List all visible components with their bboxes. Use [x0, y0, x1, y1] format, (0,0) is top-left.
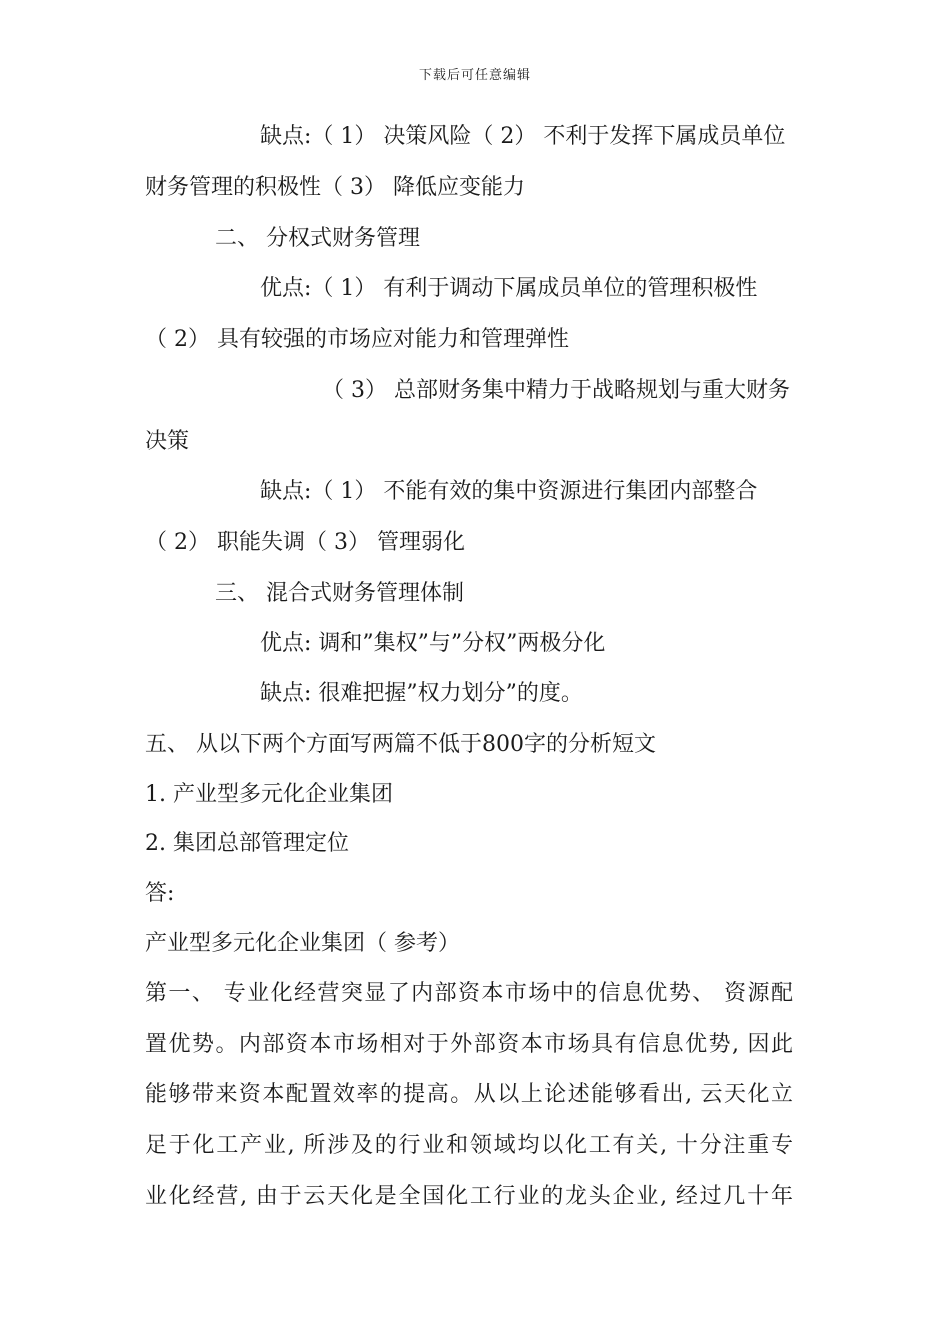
paragraph-line-4: 足于化工产业, 所涉及的行业和领域均以化工有关, 十分注重专	[145, 1133, 793, 1158]
text-line-11: 优点: 调和”集权”与”分权”两极分化	[260, 631, 606, 656]
section-heading-five: 五、 从以下两个方面写两篇不低于800字的分析短文	[145, 732, 656, 757]
text-line-8: 缺点:（ 1） 不能有效的集中资源进行集团内部整合	[260, 479, 758, 504]
text-line-5: （ 2） 具有较强的市场应对能力和管理弹性	[145, 327, 569, 352]
section-heading-decentralized: 二、 分权式财务管理	[215, 226, 420, 251]
paragraph-line-2: 置优势。内部资本市场相对于外部资本市场具有信息优势, 因此	[145, 1032, 793, 1057]
paragraph-line-3: 能够带来资本配置效率的提高。从以上论述能够看出, 云天化立	[145, 1082, 793, 1107]
section-heading-mixed: 三、 混合式财务管理体制	[215, 581, 464, 606]
list-item-2: 2. 集团总部管理定位	[145, 831, 349, 856]
text-line-6: （ 3） 总部财务集中精力于战略规划与重大财务	[322, 378, 790, 403]
paragraph-line-1: 第一、 专业化经营突显了内部资本市场中的信息优势、 资源配	[145, 981, 793, 1006]
text-line-2: 财务管理的积极性（ 3） 降低应变能力	[145, 175, 525, 200]
text-line-12: 缺点: 很难把握”权力划分”的度。	[260, 681, 583, 706]
page-header: 下载后可任意编辑	[418, 68, 531, 83]
list-item-1: 1. 产业型多元化企业集团	[145, 782, 393, 807]
answer-label: 答:	[145, 881, 175, 906]
answer-subtitle: 产业型多元化企业集团（ 参考）	[145, 931, 460, 956]
text-line-1: 缺点:（ 1） 决策风险（ 2） 不利于发挥下属成员单位	[260, 124, 786, 149]
text-line-9: （ 2） 职能失调（ 3） 管理弱化	[145, 530, 465, 555]
text-line-7: 决策	[145, 429, 190, 454]
paragraph-line-5: 业化经营, 由于云天化是全国化工行业的龙头企业, 经过几十年	[145, 1184, 793, 1209]
text-line-4: 优点:（ 1） 有利于调动下属成员单位的管理积极性	[260, 276, 758, 301]
